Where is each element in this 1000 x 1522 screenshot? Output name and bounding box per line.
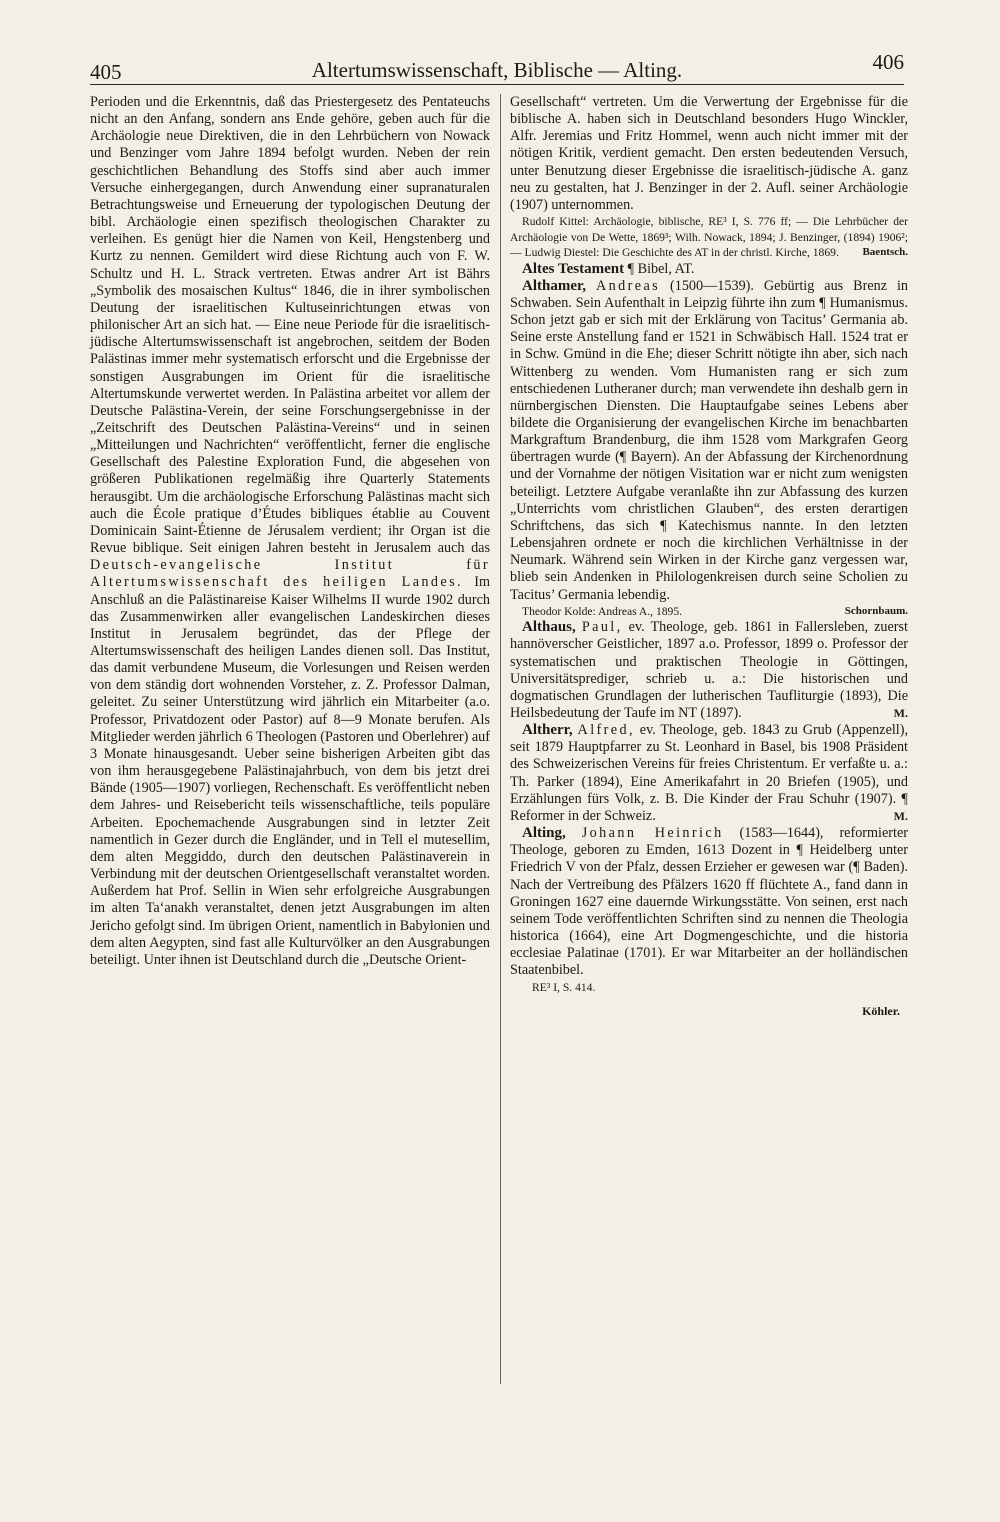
entry-text: (1500—1539). Gebürtig aus Brenz in Schwaben. Sein Aufenthalt in Leipzig führte ihn zum ¶ Humanismus. Schon jetzt gab er sich mit der Erklärung von Tacitus’ Germania ab. Seine erste Anstellung fand er 1521 in Schwäbisch Hall. 1524 trat er in Schw. Gmünd in die Ehe; dieser Schritt nötigte ihn aber, sich nach Wittenberg zu wenden. Vom Humanisten rang er sich zum entschiedenen Lutheraner durch; man verwendete ihn deshalb gern in nürnbergischen Diensten. Die Hauptaufgabe seines Lebens aber bildete die Organisierung der evangelischen Kirche im benachbarten Markgraftum Brandenburg, die ihm 1528 vom Markgrafen Georg übertragen wurde (¶ Bayern). An der Abfassung der Kirchenordnung und der Vornahme der nötigen Visitation war er nicht zum wenigsten beteiligt. Letztere Aufgabe veranlaßte ihn zur Abfassung des kurzen „Unterrichts vom christlichen Glauben“, des ersten derartigen Schriftchens, das sich ¶ Katechismus nannte. In den letzten Lebensjahren ordnete er noch die kirchlichen Verhältnisse in der Neumark. Während sein Wirken in der Kirche ganz vergessen war, blieb sein Andenken in Philologenkreisen durch seine Scholien zu Tacitus’ Germania lebendig. <box>510 277 908 603</box>
literature-note: RE³ I, S. 414. <box>532 980 596 994</box>
entry-althamer <box>510 278 908 604</box>
entry-alting <box>510 825 908 979</box>
column-divider <box>500 94 501 1384</box>
headword: Altherr, <box>522 722 573 739</box>
page-number-left: 405 <box>90 60 122 84</box>
running-header <box>90 48 904 84</box>
literature-note <box>510 604 908 620</box>
cross-reference: ¶ Bibel, AT. <box>627 260 695 277</box>
headword: Althamer, <box>522 277 587 294</box>
article-paragraph-continued: Im Anschluß an die Palästinareise Kaiser Wilhelms II wurde 1902 durch das Zusammenwirken aller evangelischen Landeskirchen dieses Institut in Jerusalem begründet, das der Pflege der Altertumswissenschaft des heiligen Landes dienen soll. Das Institut, das damit verbundene Museum, die Vorlesungen und Reisen werden von dem ständig dort wohnenden Vorsteher, z. Z. Professor Dalman, geleitet. Zu seiner Unterstützung wird jährlich ein Mitarbeiter (a.o. Professor, Privatdozent oder Pastor) auf 8—9 Monate berufen. Als Mitglieder werden jährlich 6 Theologen (Pastoren und Oberlehrer) auf 3 Monate hinausgesandt. Ueber seine bisherigen Arbeiten gibt das von ihm herausgegebene Palästinajahrbuch, von dem bis jetzt drei Bände (1905—1907) vorliegen, Rechenschaft. Es veröffentlicht neben dem Jahres- und Reisebericht teils wissenschaftliche, teils populäre Arbeiten. Epochemachende Ausgrabungen sind in letzter Zeit namentlich in Gezer durch die Engländer, und in Tell el mutesellim, dem alten Meggiddo, durch den deutschen Palästinaverein in Verbindung mit der deutschen Orientgesellschaft veranstaltet worden. Außerdem hat Prof. Sellin in Wien sehr erfolgreiche Ausgrabungen im alten Ta‘anakh veranstaltet, denen jetzt Ausgrabungen im alten Jericho gefolgt sind. Im übrigen Orient, namentlich in Babylonien und dem alten Aegypten, sind fast alle Kulturvölker an den Ausgrabungen beteiligt. Unter ihnen ist Deutschland durch die „Deutsche Orient- <box>90 574 491 968</box>
left-column <box>90 94 490 969</box>
entry-altherr <box>510 722 908 825</box>
author-signature: M. <box>893 808 908 823</box>
literature-text: Theodor Kolde: Andreas A., 1895. <box>522 604 683 618</box>
forename: Andreas <box>595 277 661 294</box>
forename: Johann Heinrich <box>581 825 724 842</box>
headword: Altes Testament <box>522 260 625 277</box>
author-signature: Schornbaum. <box>844 604 908 617</box>
headword: Althaus, <box>522 619 576 636</box>
author-signature: Köhler. <box>862 1004 900 1018</box>
entry-text: (1583—1644), reformierter Theologe, geboren zu Emden, 1613 Dozent in ¶ Heidelberg unter Friedrich V von der Pfalz, dessen Erzieher er gewesen war (¶ Baden). Nach der Vertreibung des Pfälzers 1620 ff flüchtete A., fand dann in Groningen 1627 eine dauernde Wirkungsstätte. Von seinen, erst nach seinem Tode veröffentlichten Schriften sind zu nennen die Theologia historica (1664), eine Art Dogmengeschichte, und die historia ecclesiae Palatinae (1701). Er war Mitarbeiter an der holländischen Staatenbibel. <box>510 825 908 979</box>
author-signature: Baentsch. <box>862 246 908 259</box>
entry-altes-testament <box>510 261 908 278</box>
forename: Paul, <box>581 619 623 636</box>
header-rule <box>90 84 904 85</box>
literature-note <box>510 214 908 261</box>
institute-name: Deutsch-evangelische Institut für Altertumswissenschaft des heiligen Landes. <box>90 557 490 591</box>
author-signature: M. <box>893 706 908 720</box>
forename: Alfred, <box>577 722 635 739</box>
right-column <box>510 94 908 1020</box>
entry-text: ev. Theologe, geb. 1861 in Fallersleben, zuerst hannöverscher Geistlicher, 1897 a.o. Professor, 1899 o. Professor der systematischen und praktischen Theologie in Göttingen, Universitätsprediger, schrieb u. a.: Die historischen und dogmatischen Grundlagen der lutherischen Taufliturgie (1893), Die Heilsbedeutung der Taufe im NT (1897). <box>510 619 908 721</box>
article-paragraph: Perioden und die Erkenntnis, daß das Priestergesetz des Pentateuchs nicht an den Anfang, sondern ans Ende gehöre, geben auch für die Archäologie neue Direktiven, die in den Lehrbüchern von Nowack und Benzinger vom Jahre 1894 befolgt wurden. Neben der rein geschichtlichen Behandlung des Stoffs sind aber auch immer Versuche einhergegangen, durch Anwendung einer supranaturalen Betrachtungsweise und Erneuerung der typologischen Deutung der bibl. Archäologie einen spezifisch theologischen Charakter zu verleihen. Es genügt hier die Namen von Keil, Hengstenberg und Kurtz zu nennen. Gemildert wird diese Richtung auch von F. W. Schultz und H. L. Strack vertreten. Etwas andrer Art ist Bährs „Symbolik des mosaischen Kultus“ 1846, die in ihrer symbolischen Deutung der israelitischen Kultuseinrichtungen etwas von philonischer Art an sich hat. — Eine neue Periode für die israelitisch-jüdische Altertumswissenschaft ist angebrochen, seitdem der Boden Palästinas immer mehr systematisch erforscht und die Ergebnisse der sonstigen Ausgrabungen im Orient für die israelitische Altertumskunde verwertet werden. In Palästina arbeitet vor allem der Deutsche Palästina-Verein, der seine Forschungsergebnisse in der „Zeitschrift des Deutschen Palästina-Vereins“ und in seinen „Mitteilungen und Nachrichten“ veröffentlicht, ferner die englische Gesellschaft des Palestine Exploration Fund, die abgesehen von größeren Publikationen regelmäßig ihre Quarterly Statements herausgibt. Um die archäologische Erforschung Palästinas macht sich auch die École pratique d’Études bibliques établie au Couvent Dominicain Saint-Étienne de Jérusalem verdient; ihr Organ ist die Revue biblique. Seit einigen Jahren besteht in Jerusalem auch das <box>90 94 490 557</box>
page-number-right: 406 <box>872 50 904 74</box>
article-text-continued: Gesellschaft“ vertreten. Um die Verwertung der Ergebnisse für die biblische A. haben sich in Deutschland besonders Hugo Winckler, Alfr. Jeremias und Fritz Hommel, wenn auch nicht immer mit der nötigen Kritik, verdient gemacht. Den ersten bedeutenden Versuch, unter Benutzung dieser Ergebnisse die israelitisch-jüdische A. ganz neu zu gestalten, hat J. Benzinger in der 2. Aufl. seiner Archäologie (1907) unternommen. <box>510 94 908 213</box>
headword: Alting, <box>522 825 566 842</box>
entry-althaus <box>510 619 908 722</box>
entry-text: ev. Theologe, geb. 1843 zu Grub (Appenzell), seit 1879 Hauptpfarrer zu St. Leonhard in Basel, bis 1908 Präsident des Schweizerischen Vereins für freies Christentum. Er verfaßte u. a.: Th. Parker (1894), Eine Amerikafahrt in 20 Briefen (1905), und Erzählungen fürs Volk, z. B. Die Kinder der Frau Schuhr (1907). ¶ Reformer in der Schweiz. <box>510 722 909 824</box>
article-text <box>90 94 490 969</box>
running-title: Altertumswissenschaft, Biblische — Alting. <box>311 58 683 82</box>
literature-text: Rudolf Kittel: Archäologie, biblische, RE³ I, S. 776 ff; — Die Lehrbücher der Archäologie von De Wette, 1869³; Wilh. Nowack, 1894; J. Benzinger, (1894) 1906²; — Ludwig Diestel: Die Geschichte des AT in der christl. Kirche, 1869. <box>510 215 908 260</box>
